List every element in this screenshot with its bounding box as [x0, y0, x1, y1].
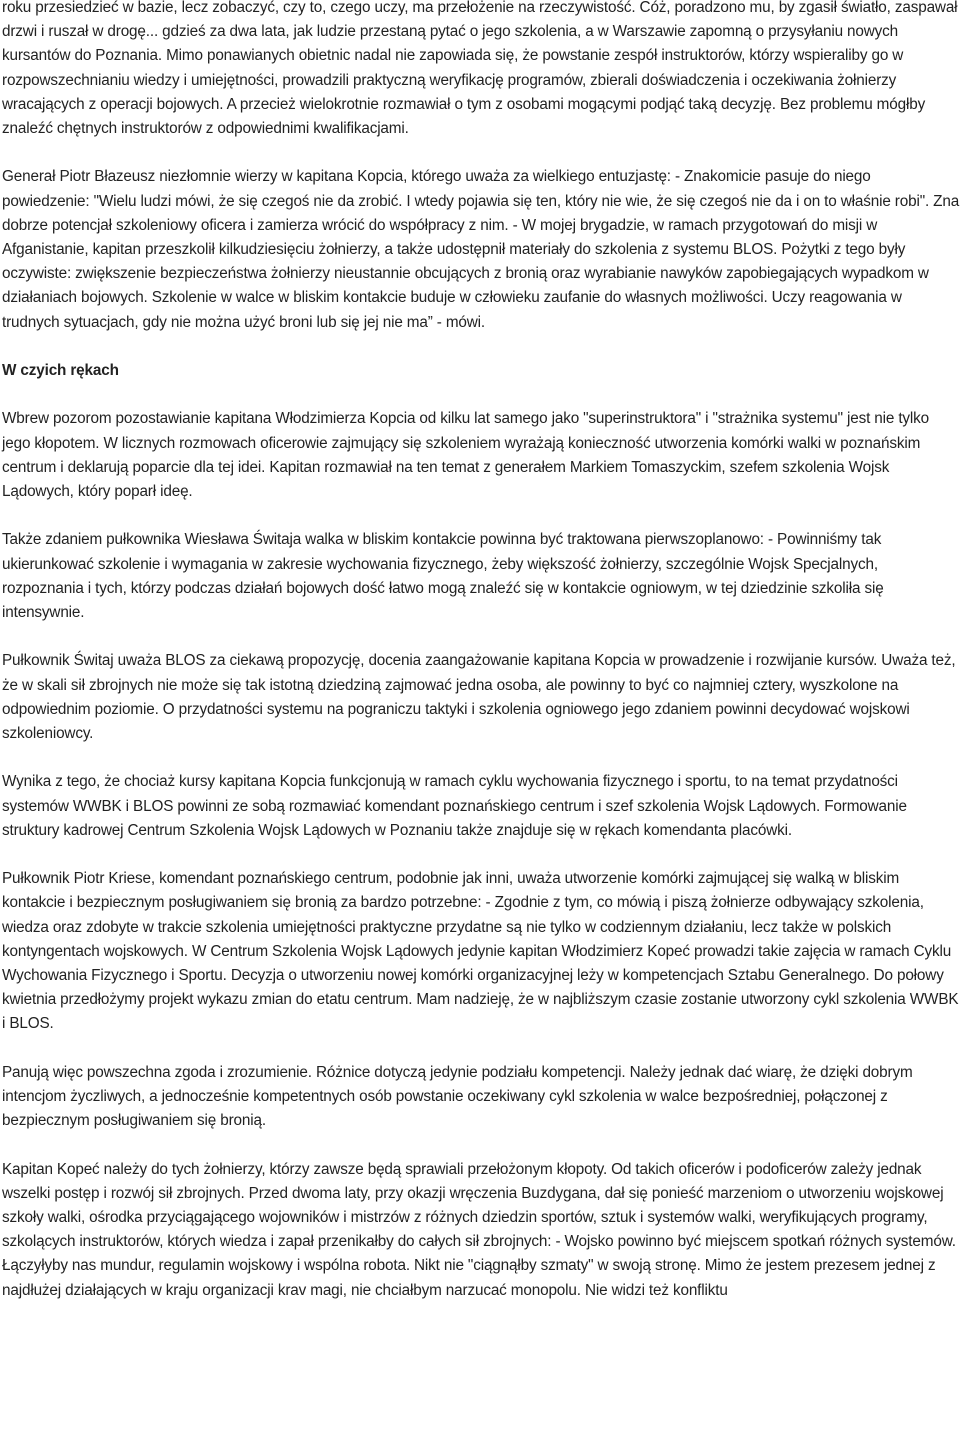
paragraph-4: Także zdaniem pułkownika Wiesława Świtaja walka w bliskim kontakcie powinna być traktowana pierwszoplanowo: - Powinniśmy tak ukierunkować szkolenie i wymagania w zakresie wychowania fizycznego, żeby większość żołnierzy, szczególnie Wojsk Specjalnych, rozpoznania i tych, którzy podczas działań bojowych dość łatwo mogą znaleźć się w kontakcie ogniowym, w tej dziedzinie szkoliła się intensywnie.: [2, 531, 884, 622]
paragraph-8: Panują więc powszechna zgoda i zrozumienie. Różnice dotyczą jedynie podziału kompetencji. Należy jednak dać wiarę, że dzięki dobrym intencjom życzliwych, a jednocześnie kompetentnych osób powstanie oczekiwany cykl szkolenia w walce bezpośredniej, połączonej z bezpiecznym posługiwaniem się bronią.: [2, 1063, 913, 1130]
paragraph-1: roku przesiedzieć w bazie, lecz zobaczyć, czy to, czego uczy, ma przełożenie na rzeczywistość. Cóż, poradzono mu, by zgasił światło, zaspawał drzwi i ruszał w drogę... gdzieś za dwa lata, jak ludzie przestaną pytać o jego szkolenia, a w Warszawie zapomną o przysyłaniu nowych kursantów do Poznania. Mimo ponawianych obietnic nadal nie zapowiada się, że powstanie zespół instruktorów, którzy wspieraliby go w rozpowszechnianiu wiedzy i umiejętności, prowadzili praktyczną weryfikację programów, zbierali doświadczenia i oczekiwania żołnierzy wracających z operacji bojowych. A przecież wielokrotnie rozmawiał o tym z osobami mogącymi podjąć taką decyzję. Bez problemu mógłby znaleźć chętnych instruktorów z odpowiednimi kwalifikacjami.: [2, 0, 958, 138]
paragraph-2: Generał Piotr Błazeusz niezłomnie wierzy w kapitana Kopcia, którego uważa za wielkiego entuzjastę: - Znakomicie pasuje do niego powiedzenie: "Wielu ludzi mówi, że się czegoś nie da zrobić. I wtedy pojawia się ten, który nie wie, że się czegoś nie da i on to właśnie robi". Zna dobrze potencjał szkoleniowy oficera i zamierza wrócić do współpracy z nim. - W mojej brygadzie, w ramach przygotowań do misji w Afganistanie, kapitan przeszkolił kilkudziesięciu żołnierzy, a także udostępnił materiały do szkolenia z systemu BLOS. Pożytki z tego były oczywiste: zwiększenie bezpieczeństwa żołnierzy nieustannie obcujących z bronią oraz wyrabianie nawyków zapobiegających wypadkom w działaniach bojowych. Szkolenie w walce w bliskim kontakcie buduje w człowieku zaufanie do własnych możliwości. Uczy reagowania w trudnych sytuacjach, gdy nie można użyć broni lub się jej nie ma” - mówi.: [2, 168, 960, 331]
section-heading: W czyich rękach: [2, 362, 119, 380]
paragraph-6: Wynika z tego, że chociaż kursy kapitana Kopcia funkcjonują w ramach cyklu wychowania fizycznego i sportu, to na temat przydatności systemów WWBK i BLOS powinni ze sobą rozmawiać komendant poznańskiego centrum i szef szkolenia Wojsk Lądowych. Formowanie struktury kadrowej Centrum Szkolenia Wojsk Lądowych w Poznaniu także znajduje się w rękach komendanta placówki.: [2, 773, 907, 839]
paragraph-9: Kapitan Kopeć należy do tych żołnierzy, którzy zawsze będą sprawiali przełożonym kłopoty. Od takich oficerów i podoficerów zależy jednak wszelki postęp i rozwój sił zbrojnych. Przed dwoma laty, przy okazji wręczenia Buzdygana, dał się ponieść marzeniom o utworzeniu wojskowej szkoły walki, ośrodka przyciągającego wojowników i mistrzów z różnych dziedzin sportów, sztuk i systemów walki, weryfikujących programy, szkolących instruktorów, których wiedza i zapał przenikałby do całych sił zbrojnych: - Wojsko powinno być miejscem spotkań różnych systemów. Łączyłyby nas mundur, regulamin wojskowy i wspólna robota. Nikt nie "ciągnąłby szmaty" w swoją stronę. Mimo że jestem prezesem jednej z najdłużej działających w kraju organizacji krav magi, nie chciałbym narzucać monopolu. Nie widzi też konfliktu: [2, 1160, 956, 1299]
paragraph-5: Pułkownik Świtaj uważa BLOS za ciekawą propozycję, docenia zaangażowanie kapitana Kopcia w prowadzenie i rozwijanie kursów. Uważa też, że w skali sił zbrojnych nie może się tak istotną dziedziną zajmować jedna osoba, ale powinny to być co najmniej cztery, wyszkolone na odpowiednim poziomie. O przydatności systemu na pograniczu taktyki i szkolenia ogniowego jego zdaniem powinni decydować wojskowi szkoleniowcy.: [2, 652, 956, 743]
paragraph-7: Pułkownik Piotr Kriese, komendant poznańskiego centrum, podobnie jak inni, uważa utworzenie komórki zajmującej się walką w bliskim kontakcie i bezpiecznym posługiwaniem się bronią za bardzo potrzebne: - Zgodnie z tym, co mówią i piszą żołnierze odbywający szkolenia, wiedza oraz zdobyte w trakcie szkolenia umiejętności praktyczne przydatne są nie tylko w codziennym działaniu, lecz także w polskich kontyngentach wojskowych. W Centrum Szkolenia Wojsk Lądowych jedynie kapitan Włodzimierz Kopeć prowadzi takie zajęcia w ramach Cyklu Wychowania Fizycznego i Sportu. Decyzja o utworzeniu nowej komórki organizacyjnej leży w kompetencjach Sztabu Generalnego. Do połowy kwietnia przedłożymy projekt wykazu zmian do etatu centrum. Mam nadzieję, że w najbliższym czasie zostanie utworzony cykl szkolenia WWBK i BLOS.: [2, 870, 959, 1033]
paragraph-3: Wbrew pozorom pozostawianie kapitana Włodzimierza Kopcia od kilku lat samego jako "superinstruktora" i "strażnika systemu" jest nie tylko jego kłopotem. W licznych rozmowach oficerowie zajmujący się szkoleniem wyrażają konieczność utworzenia komórki walki w poznańskim centrum i deklarują poparcie dla tej idei. Kapitan rozmawiał na ten temat z generałem Markiem Tomaszyckim, szefem szkolenia Wojsk Lądowych, który poparł ideę.: [2, 410, 930, 501]
